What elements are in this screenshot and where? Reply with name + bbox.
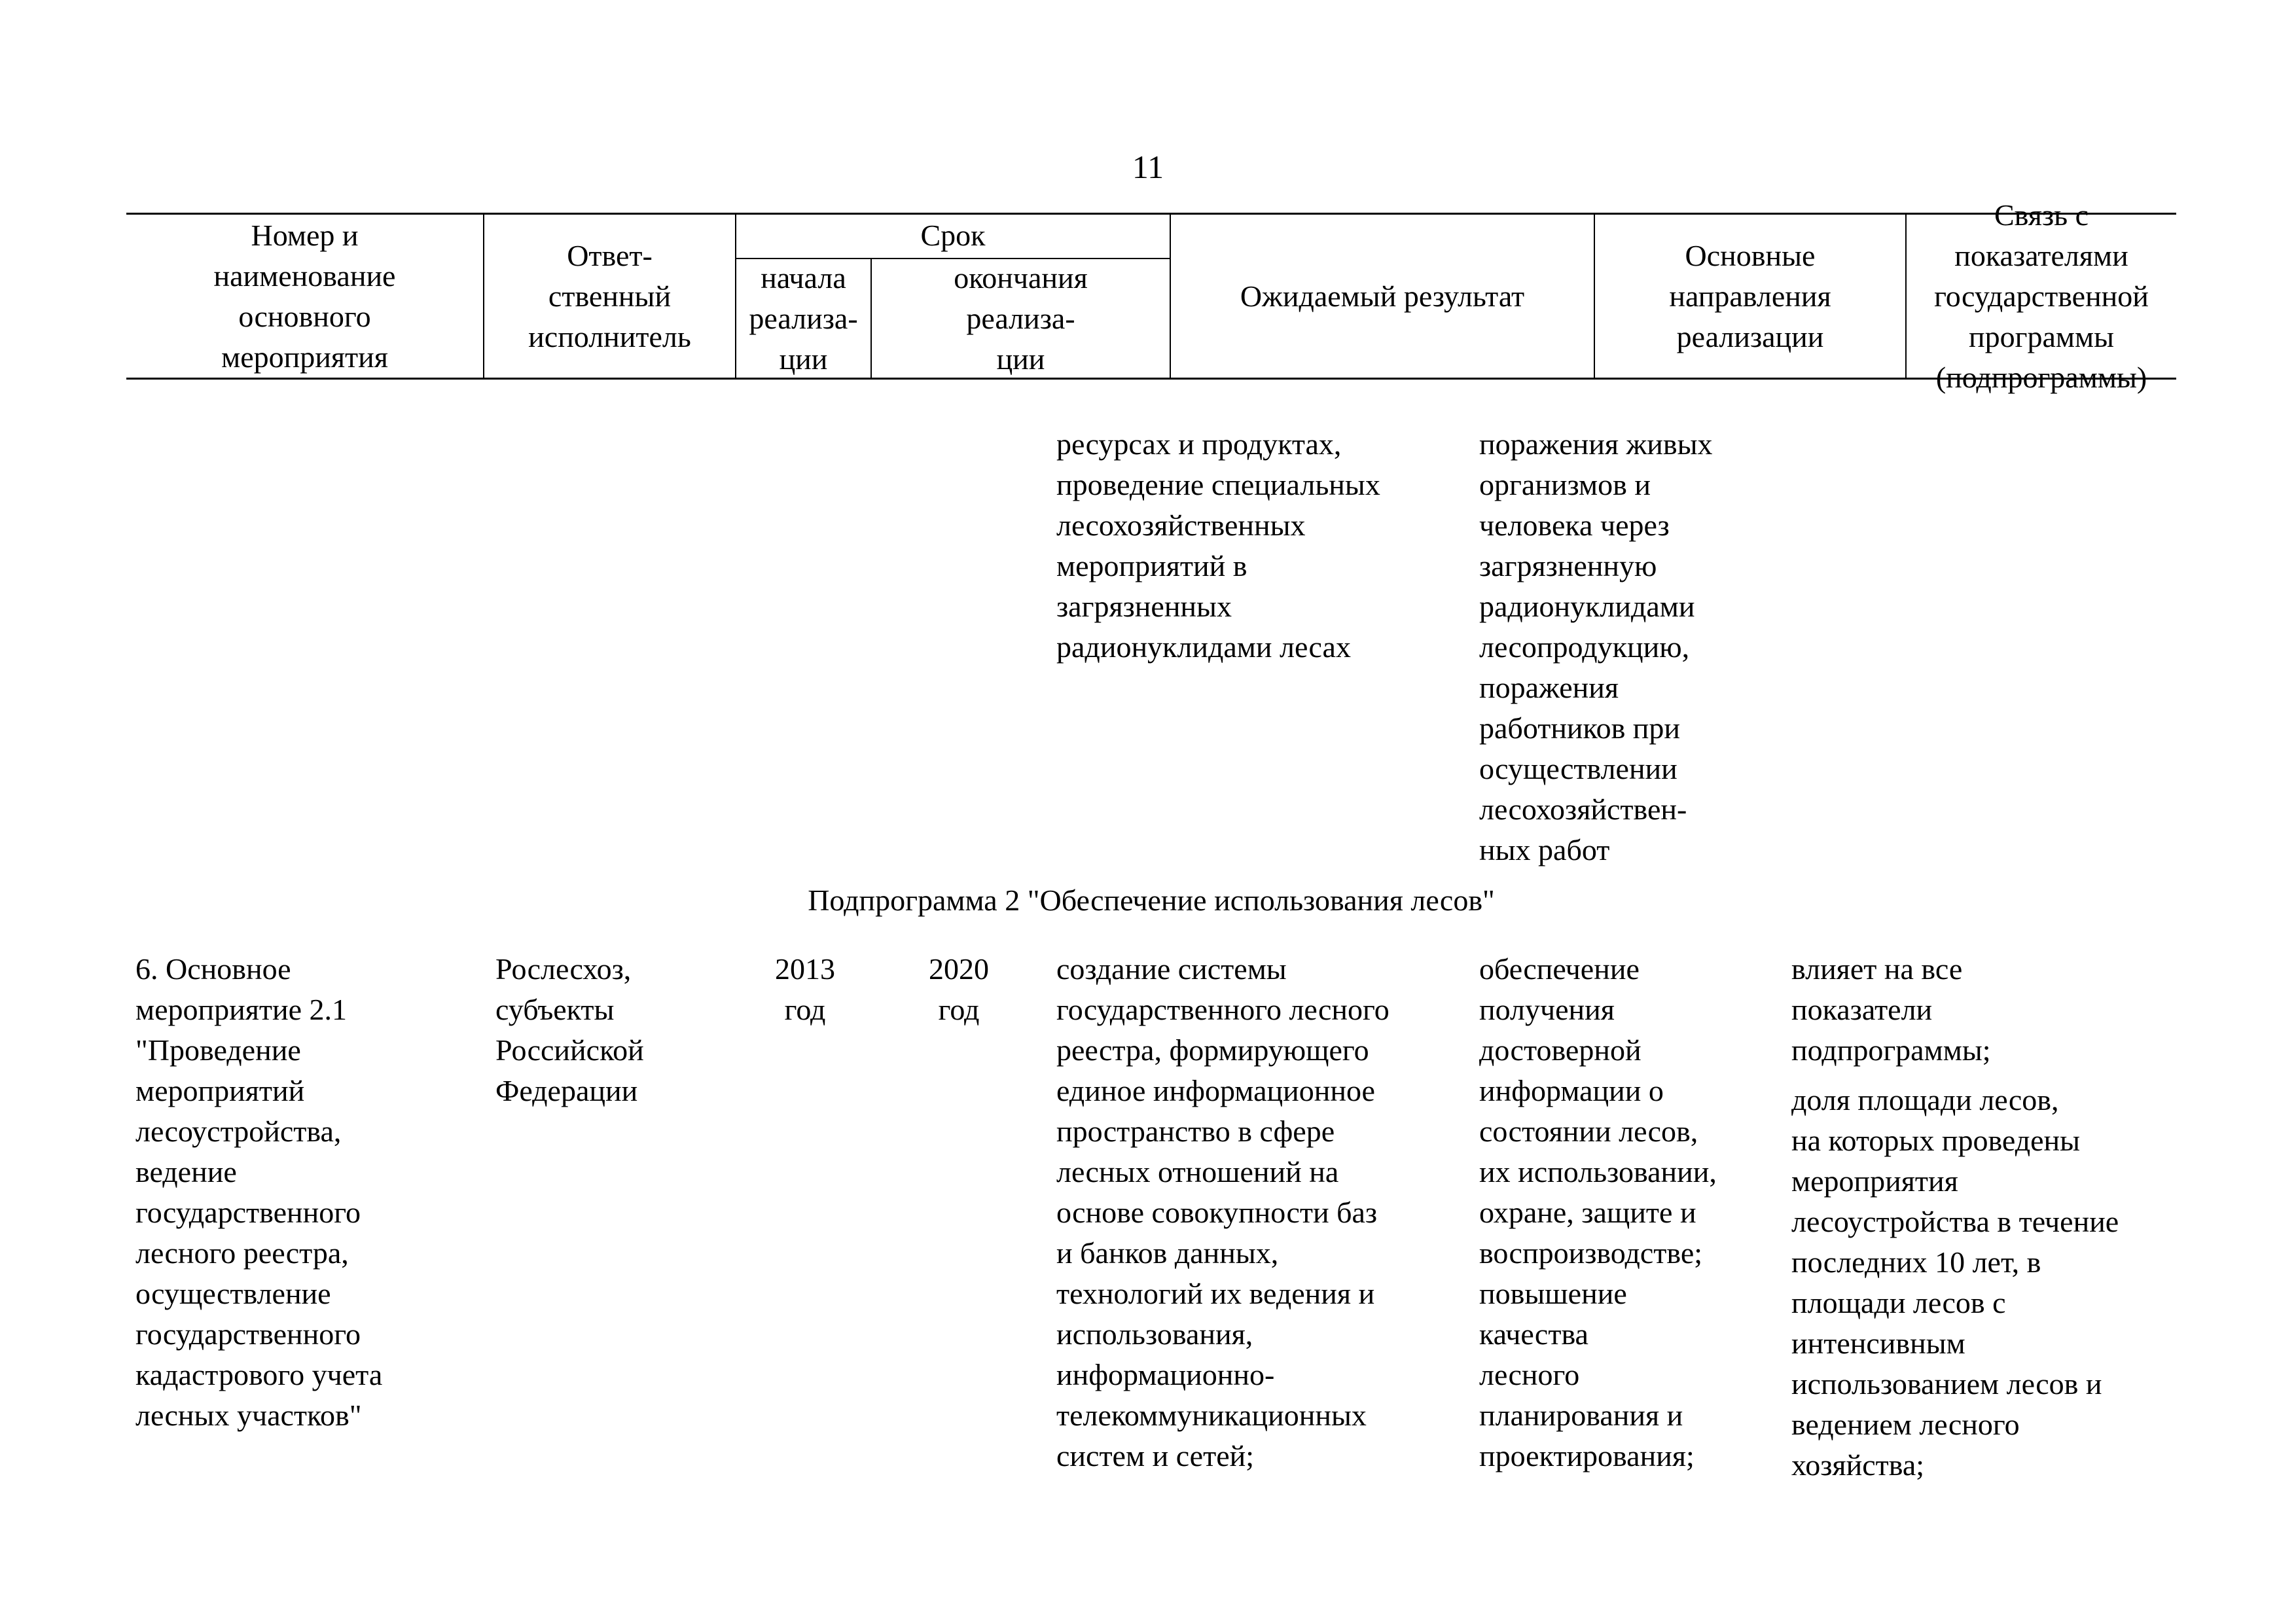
header-end: окончания реализа- ции [954, 260, 1088, 376]
header-start: начала реализа- ции [749, 260, 858, 376]
row-result: создание системы государственного лесного реестра, формирующего единое информационное пространство в сфере лесных отношений на основе совокупности баз и банков данных, технологий их ведения и использования, информационно- телекоммуникационных систем и сетей; [1056, 952, 1390, 1472]
header-number-name: Номер и наименование основного мероприятия [213, 218, 396, 374]
row-end: 2020 год [929, 952, 989, 1026]
row-link-part1: влияет на все показатели подпрограммы; [1791, 952, 1991, 1067]
header-executor: Ответ- ственный исполнитель [528, 238, 691, 353]
subprogram-title: Подпрограмма 2 "Обеспечение использования лесов" [808, 883, 1495, 917]
continued-directions: поражения живых организмов и человека через загрязненную радионуклидами лесопродукцию, поражения работников при осуществлении лесохозяйствен- ных работ [1479, 427, 1713, 866]
row-directions: обеспечение получения достоверной информации о состоянии лесов, их использовании, охране, защите и воспроизводстве; повышение качества лесного планирования и проектирования; [1479, 952, 1717, 1472]
page-number: 11 [1132, 149, 1164, 185]
table-header [126, 198, 2176, 394]
header-result: Ожидаемый результат [1240, 279, 1525, 313]
row-executor: Рослесхоз, субъекты Российской Федерации [495, 952, 644, 1107]
header-term: Срок [920, 219, 986, 252]
continued-result: ресурсах и продуктах, проведение специальных лесохозяйственных мероприятий в загрязненных радионуклидами лесах [1056, 427, 1380, 664]
header-link: Связь с показателями государственной программы (подпрограммы) [1934, 198, 2149, 394]
header-directions: Основные направления реализации [1669, 238, 1831, 353]
row-name: 6. Основное мероприятие 2.1 "Проведение мероприятий лесоустройства, ведение государственного лесного реестра, осуществление государственного кадастрового учета лесных участков" [135, 952, 383, 1432]
row-link-part2: доля площади лесов, на которых проведены мероприятия лесоустройства в течение последних 10 лет, в площади лесов с интенсивным использованием лесов и ведением лесного хозяйства; [1791, 1083, 2119, 1482]
row-start: 2013 год [775, 952, 835, 1026]
